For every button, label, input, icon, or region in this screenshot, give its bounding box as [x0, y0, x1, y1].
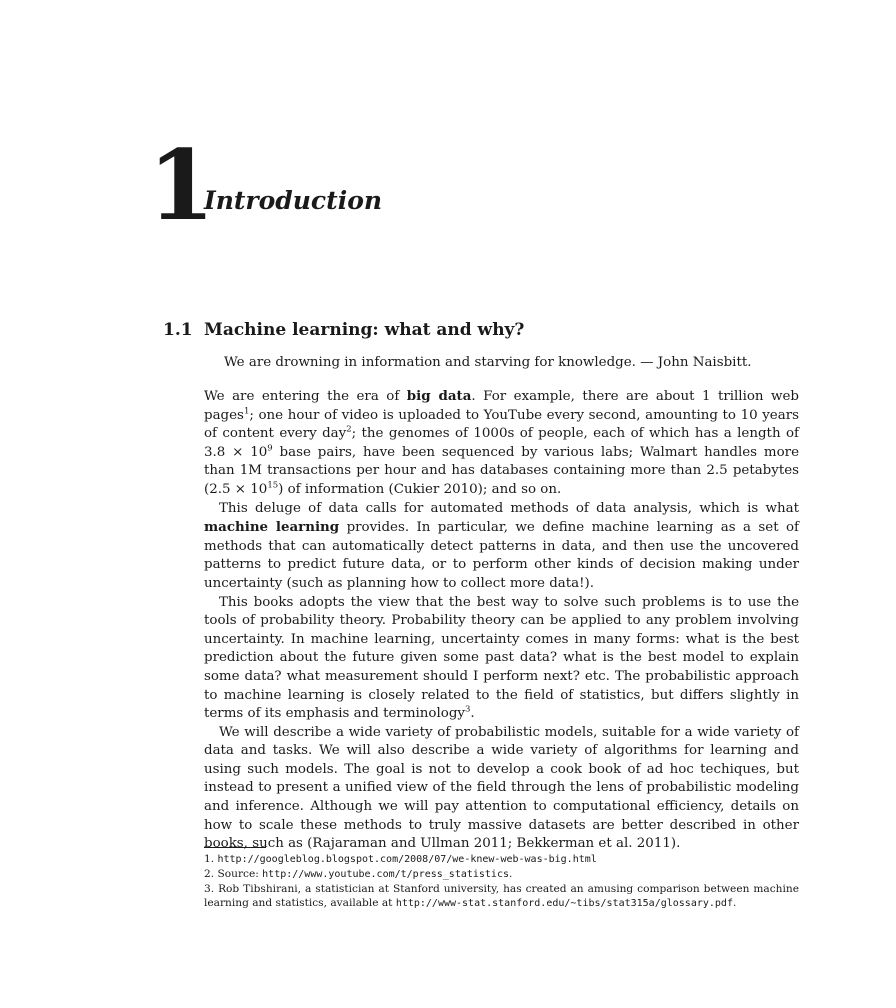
- paragraph-4: We will describe a wide variety of probabilistic models, suitable for a wide variety of data and tasks. We will also describe a wide variety of algorithms for learning and using such models. The goal is not to develop a cook book of ad hoc techiques, but instead to present a unified view of the field through the lens of probabilistic modeling and inference. Although we will pay attention to computational efficiency, details on how to scale these methods to truly massive datasets are better described in other books, such as (Rajaraman and Ullman 2011; Bekkerman et al. 2011).: [204, 724, 799, 852]
- footnote-2: 2. Source: http://www.youtube.com/t/press_statistics.: [204, 868, 513, 880]
- footnote-divider: [204, 847, 266, 848]
- term-big-data: big data: [406, 388, 472, 404]
- body-text: [204, 387, 799, 854]
- footnote-ref-3[interactable]: 3: [464, 704, 471, 715]
- paragraph-3: This books adopts the view that the best way to solve such problems is to use the tools of probability theory. Probability theory can be applied to any problem involving uncertainty. In machine learning, uncertainty comes in many forms: what is the best prediction about the future given some past data? what is the best model to explain some data? what measurement should I perform next? etc. The probabilistic approach to machine learning is closely related to the field of statistics, but differs slightly in terms of its emphasis and terminology$^3$.: [204, 594, 799, 722]
- section-number: 1.1: [163, 320, 193, 340]
- footnotes: [204, 852, 799, 911]
- epigraph: We are drowning in information and starving for knowledge. — John Naisbitt.: [224, 355, 752, 370]
- footnote-2-link[interactable]: http://www.youtube.com/t/press_statistics: [262, 869, 509, 880]
- chapter-title: Introduction: [204, 186, 383, 215]
- footnote-ref-1[interactable]: 1: [243, 406, 250, 417]
- term-machine-learning: machine learning: [204, 519, 340, 536]
- paragraph-2: This deluge of data calls for automated methods of data analysis, which is what machine learning provides. In particular, we define machine learning as a set of methods that can automatically detect patterns in data, and then use the uncovered patterns to predict future data, or to perform other kinds of decision making under uncertainty (such as planning how to collect more data!).: [204, 500, 799, 591]
- footnote-3: 3. Rob Tibshirani, a statistician at Stanford university, has created an amusing comparison between machine learning and statistics, available at http://www-stat.stanford.edu/~tibs/stat315a/glossary.pdf.: [204, 883, 799, 909]
- footnote-1: 1. http://googleblog.blogspot.com/2008/07/we-knew-web-was-big.html: [204, 853, 597, 865]
- footnote-3-link[interactable]: http://www-stat.stanford.edu/~tibs/stat315a/glossary.pdf: [395, 898, 733, 909]
- footnote-1-link[interactable]: http://googleblog.blogspot.com/2008/07/we-knew-web-was-big.html: [217, 854, 597, 865]
- chapter-number: 1: [148, 129, 213, 242]
- footnote-ref-2[interactable]: 2: [346, 424, 352, 435]
- paragraph-1: We are entering the era of big data. For example, there are about 1 trillion web pages$^1$; one hour of video is uploaded to YouTube every second, amounting to 10 years of content every day$^2$; the genomes of 1000s of people, each of which has a length of $3.8 \times 10^9$ base pairs, have been sequenced by various labs; Walmart handles more than 1M transactions per hour and has databases containing more than 2.5 petabytes $(2.5 \times 10^{15})$ of information (Cukier 2010); and so on.: [204, 388, 799, 497]
- section-title: Machine learning: what and why?: [204, 320, 525, 340]
